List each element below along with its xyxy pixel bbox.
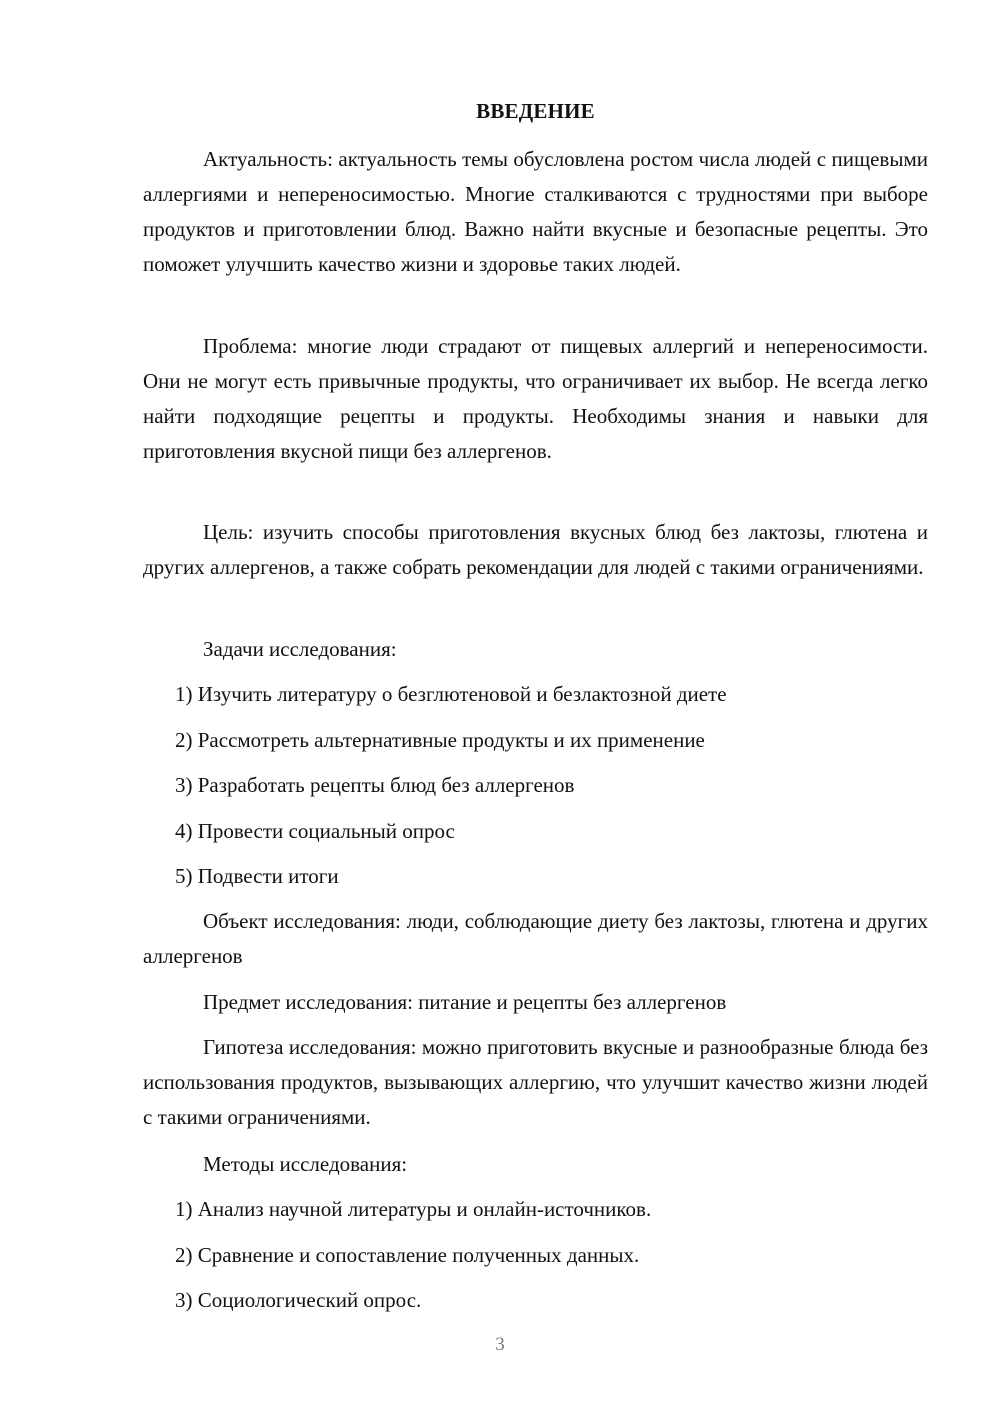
task-item: 1) Изучить литературу о безглютеновой и безлактозной диете: [175, 682, 727, 706]
method-item: 3) Социологический опрос.: [175, 1288, 422, 1312]
goal-paragraph: Цель: изучить способы приготовления вкусных блюд без лактозы, глютена и других аллергенов, а также собрать рекомендации для людей с такими ограничениями.: [143, 520, 928, 579]
method-item: 2) Сравнение и сопоставление полученных данных.: [175, 1243, 640, 1267]
relevance-paragraph: Актуальность: актуальность темы обусловлена ростом числа людей с пищевыми аллергиями и непереносимостью. Многие сталкиваются с трудностями при выборе продуктов и приготовлении блюд. Важно найти вкусные и безопасные рецепты. Это поможет улучшить качество жизни и здоровье таких людей.: [143, 147, 928, 276]
hypothesis-paragraph: Гипотеза исследования: можно приготовить вкусные и разнообразные блюда без использования продуктов, вызывающих аллергию, что улучшит качество жизни людей с такими ограничениями.: [143, 1035, 928, 1129]
subject-line: Предмет исследования: питание и рецепты без аллергенов: [203, 990, 727, 1014]
method-item: 1) Анализ научной литературы и онлайн-источников.: [175, 1197, 652, 1221]
problem-paragraph: Проблема: многие люди страдают от пищевых аллергий и непереносимости. Они не могут есть привычные продукты, что ограничивает их выбор. Не всегда легко найти подходящие рецепты и продукты. Необходимы знания и навыки для приготовления вкусной пищи без аллергенов.: [143, 334, 928, 463]
task-item: 3) Разработать рецепты блюд без аллергенов: [175, 773, 575, 797]
task-item: 5) Подвести итоги: [175, 864, 339, 888]
section-title: ВВЕДЕНИЕ: [476, 99, 595, 123]
methods-heading: Методы исследования:: [203, 1152, 408, 1176]
object-paragraph: Объект исследования: люди, соблюдающие диету без лактозы, глютена и других аллергенов: [143, 909, 928, 968]
task-item: 4) Провести социальный опрос: [175, 819, 455, 843]
page-number: 3: [495, 1334, 505, 1355]
tasks-heading: Задачи исследования:: [203, 637, 397, 661]
task-item: 2) Рассмотреть альтернативные продукты и их применение: [175, 728, 705, 752]
